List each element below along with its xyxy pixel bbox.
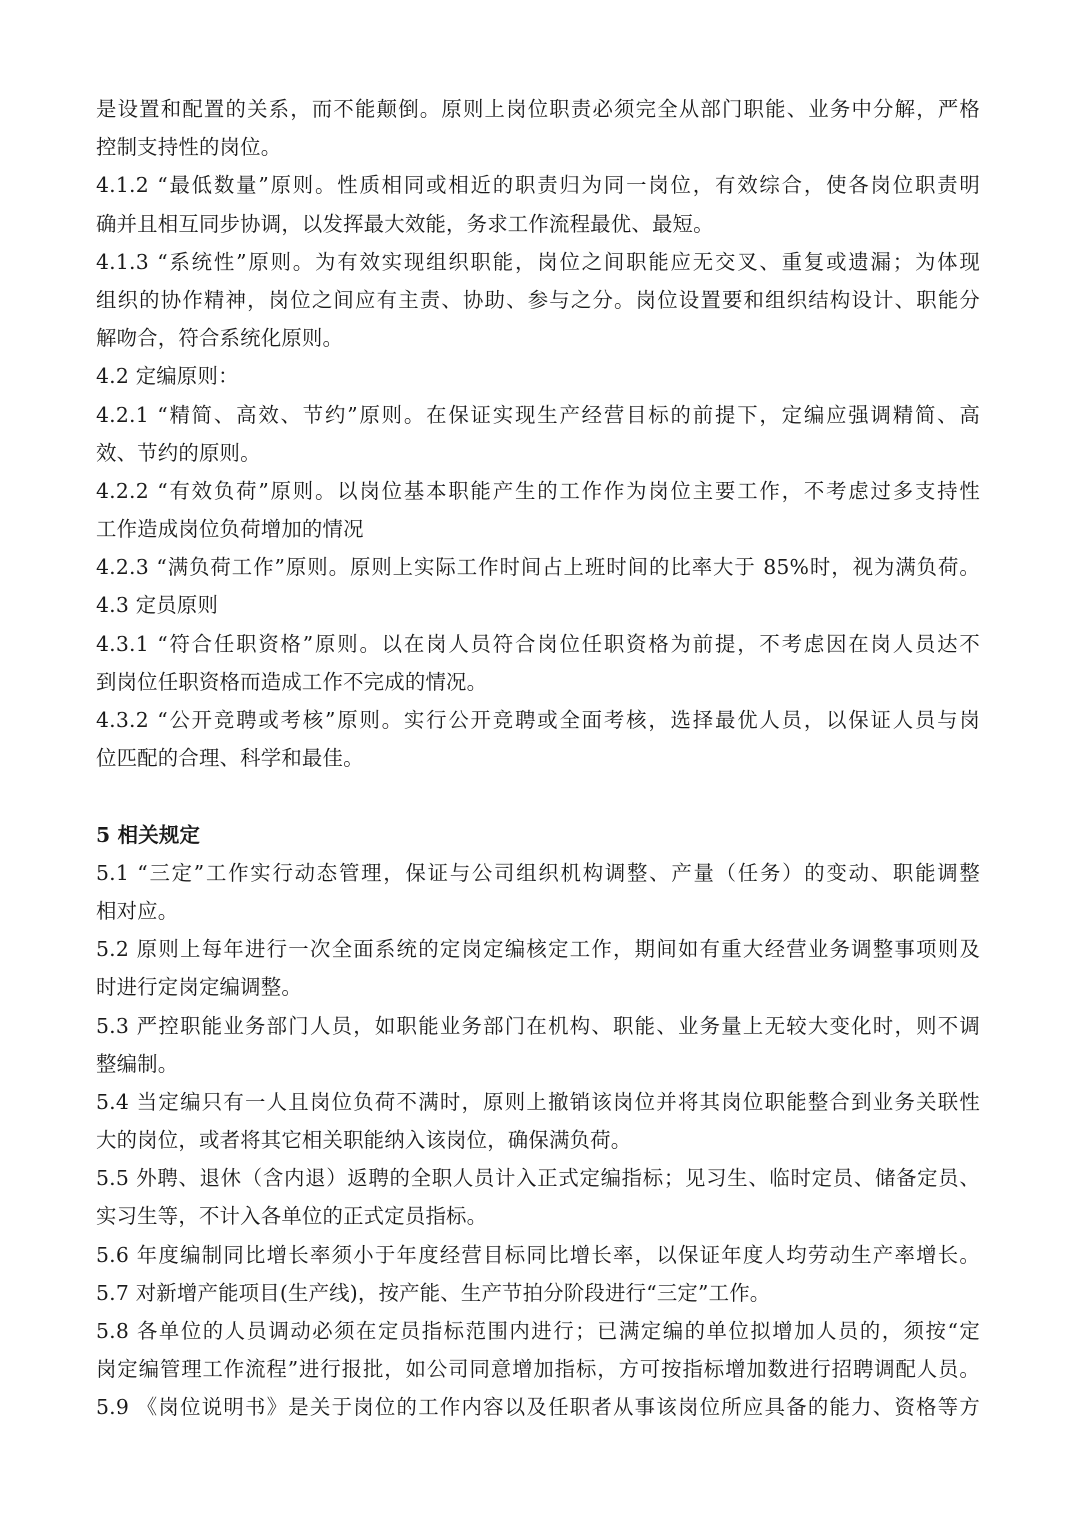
text-line: 组织的协作精神，岗位之间应有主责、协助、参与之分。岗位设置要和组织结构设计、职能分 [96, 287, 980, 312]
text-line: 5.9 《岗位说明书》是关于岗位的工作内容以及任职者从事该岗位所应具备的能力、资格等方 [96, 1395, 980, 1420]
text-line: 效、节约的原则。 [96, 440, 261, 465]
text-line: 5.7 对新增产能项目(生产线)，按产能、生产节拍分阶段进行“三定”工作。 [96, 1280, 771, 1305]
text-line: 解吻合，符合系统化原则。 [96, 326, 344, 351]
text-line: 4.2.2 “有效负荷”原则。以岗位基本职能产生的工作作为岗位主要工作，不考虑过多支持性 [96, 478, 980, 503]
text-line: 4.1.2 “最低数量”原则。性质相同或相近的职责归为同一岗位，有效综合，使各岗位职责明 [96, 173, 980, 198]
text-line: 岗定编管理工作流程”进行报批，如公司同意增加指标，方可按指标增加数进行招聘调配人员。 [96, 1357, 980, 1382]
text-line: 4.3.1 “符合任职资格”原则。以在岗人员符合岗位任职资格为前提，不考虑因在岗人员达不 [96, 631, 980, 656]
text-line: 5.3 严控职能业务部门人员，如职能业务部门在机构、职能、业务量上无较大变化时，则不调 [96, 1013, 980, 1038]
document-page [96, 90, 980, 1427]
text-line: 5.2 原则上每年进行一次全面系统的定岗定编核定工作，期间如有重大经营业务调整事项则及 [96, 937, 980, 962]
text-line: 工作造成岗位负荷增加的情况 [96, 517, 364, 542]
chapter-heading: 5 相关规定 [96, 822, 201, 847]
text-line: 确并且相互同步协调，以发挥最大效能，务求工作流程最优、最短。 [96, 211, 714, 236]
text-line: 5.1 “三定”工作实行动态管理，保证与公司组织机构调整、产量（任务）的变动、职能调整 [96, 860, 980, 885]
text-line: 时进行定岗定编调整。 [96, 975, 302, 1000]
text-line: 整编制。 [96, 1051, 179, 1076]
text-line: 4.2.3 “满负荷工作”原则。原则上实际工作时间占上班时间的比率大于 85%时，视为满负荷。 [96, 555, 980, 580]
text-line: 位匹配的合理、科学和最佳。 [96, 746, 364, 771]
text-line: 5.6 年度编制同比增长率须小于年度经营目标同比增长率，以保证年度人均劳动生产率增长。 [96, 1242, 980, 1267]
section-heading: 4.3 定员原则 [96, 593, 219, 618]
text-line: 4.3.2 “公开竞聘或考核”原则。实行公开竞聘或全面考核，选择最优人员，以保证人员与岗 [96, 708, 980, 732]
blank-line [96, 777, 980, 815]
text-line: 控制支持性的岗位。 [96, 135, 282, 160]
text-line: 4.2.1 “精简、高效、节约”原则。在保证实现生产经营目标的前提下，定编应强调精简、高 [96, 402, 980, 427]
text-line: 4.1.3 “系统性”原则。为有效实现组织职能，岗位之间职能应无交叉、重复或遗漏；为体现 [96, 249, 980, 274]
text-line: 5.5 外聘、退休（含内退）返聘的全职人员计入正式定编指标；见习生、临时定员、储备定员、 [96, 1166, 980, 1191]
text-line: 5.4 当定编只有一人且岗位负荷不满时，原则上撤销该岗位并将其岗位职能整合到业务关联性 [96, 1089, 980, 1114]
text-line: 实习生等，不计入各单位的正式定员指标。 [96, 1204, 488, 1229]
text-line: 5.8 各单位的人员调动必须在定员指标范围内进行；已满定编的单位拟增加人员的，须按“定 [96, 1319, 980, 1343]
section-heading: 4.2 定编原则： [96, 364, 239, 389]
text-line: 大的岗位，或者将其它相关职能纳入该岗位，确保满负荷。 [96, 1128, 632, 1153]
text-line: 相对应。 [96, 898, 179, 923]
text-line: 到岗位任职资格而造成工作不完成的情况。 [96, 669, 488, 694]
text-line: 是设置和配置的关系，而不能颠倒。原则上岗位职责必须完全从部门职能、业务中分解，严格 [96, 97, 980, 121]
